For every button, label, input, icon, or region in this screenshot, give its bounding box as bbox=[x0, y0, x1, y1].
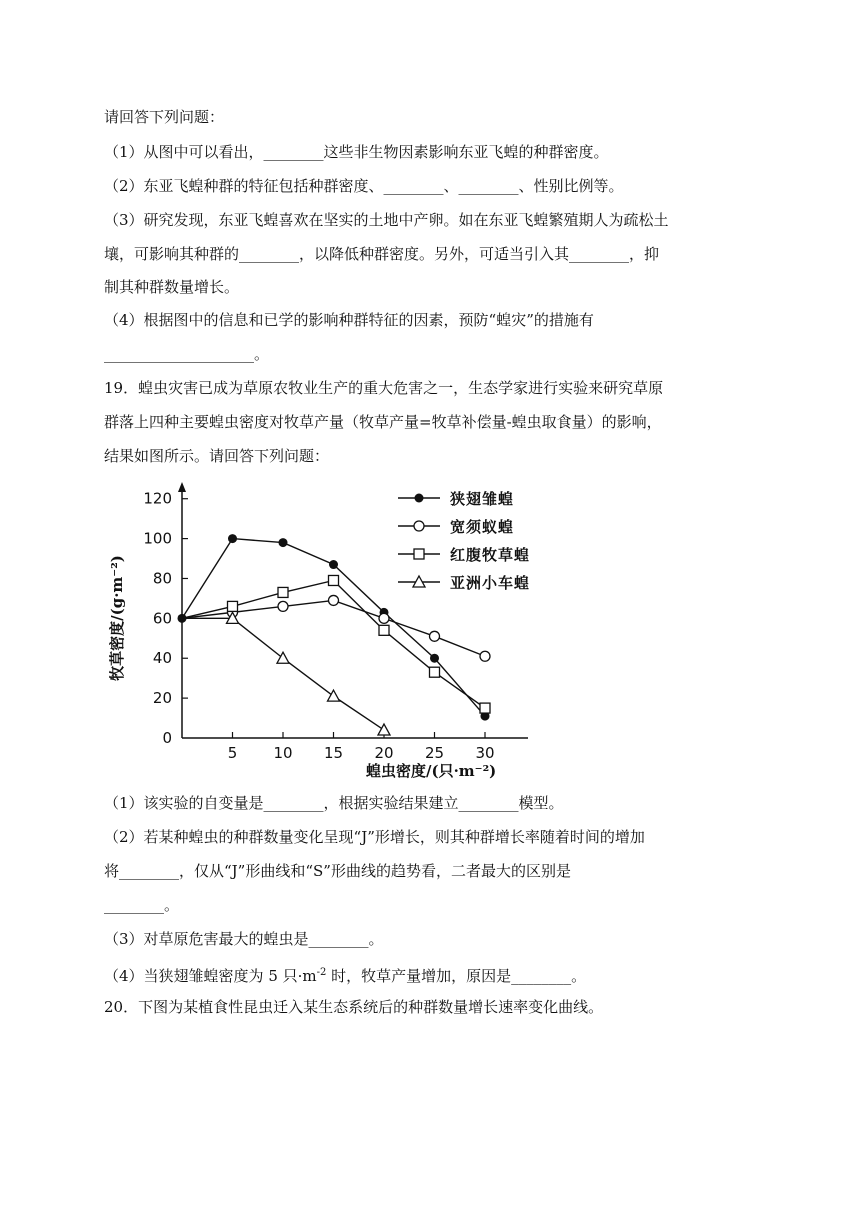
y-tick-label: 80 bbox=[152, 569, 172, 588]
question-intro: 请回答下列问题： bbox=[104, 108, 225, 126]
q19-stem-line2: 群落上四种主要蝗虫密度对牧草产量（牧草产量=牧草补偿量-蝗虫取食量）的影响， bbox=[104, 413, 662, 431]
x-tick-label: 5 bbox=[227, 744, 238, 762]
legend-item-1 bbox=[398, 490, 514, 508]
data-point-open-triangle bbox=[277, 652, 289, 663]
data-point-open-square bbox=[414, 549, 424, 559]
y-axis-label: 牧草密度/(g·m⁻²) bbox=[108, 555, 126, 681]
data-point-open-square bbox=[480, 703, 490, 713]
q19-part2-line1: （2）若某种蝗虫的种群数量变化呈现“J”形增长，则其种群增长率随着时间的增加 bbox=[104, 828, 645, 846]
data-point-open-square bbox=[228, 601, 238, 611]
data-point-filled-circle bbox=[279, 538, 288, 547]
series-1 bbox=[182, 534, 490, 720]
x-tick-label: 10 bbox=[273, 744, 293, 762]
y-tick-label: 20 bbox=[152, 689, 172, 708]
data-point-open-square bbox=[379, 625, 389, 635]
y-axis-arrow bbox=[178, 482, 186, 492]
data-point-open-circle bbox=[480, 651, 490, 661]
x-tick-label: 20 bbox=[374, 744, 394, 762]
x-axis-label: 蝗虫密度/(只·m⁻²) bbox=[366, 762, 497, 780]
q18-part3-line1: （3）研究发现，东亚飞蝗喜欢在坚实的土地中产卵。如在东亚飞蝗繁殖期人为疏松土 bbox=[104, 211, 669, 229]
y-tick-label: 120 bbox=[143, 489, 172, 508]
legend-label: 宽须蚁蝗 bbox=[450, 518, 515, 536]
q19-part4-unit-exponent: -2 bbox=[316, 967, 327, 978]
legend-item-3 bbox=[398, 546, 530, 564]
q19-part4-b: 时，牧草产量增加，原因是________。 bbox=[326, 967, 587, 985]
y-tick-label: 60 bbox=[152, 609, 172, 628]
legend-label: 红腹牧草蝗 bbox=[450, 546, 531, 564]
q18-part4-line2: ____________________。 bbox=[104, 345, 270, 363]
chart-ticks bbox=[143, 490, 494, 762]
q19-part4 bbox=[104, 963, 586, 986]
legend-item-2 bbox=[398, 518, 514, 536]
q18-part2: （2）东亚飞蝗种群的特征包括种群密度、________、________、性别比例等。 bbox=[104, 177, 624, 195]
data-point-open-circle bbox=[329, 595, 339, 605]
chart-legend bbox=[398, 490, 530, 592]
series-line bbox=[182, 618, 384, 730]
legend-label: 狭翅雏蝗 bbox=[450, 490, 515, 508]
q19-part3: （3）对草原危害最大的蝗虫是________。 bbox=[104, 930, 384, 948]
data-point-open-square bbox=[430, 667, 440, 677]
q19-stem-line3: 结果如图所示。请回答下列问题： bbox=[104, 447, 330, 465]
q18-part3-line2: 壤，可影响其种群的________，以降低种群密度。另外，可适当引入其________，抑 bbox=[104, 245, 660, 263]
q19-part2-line2: 将________，仅从“J”形曲线和“S”形曲线的趋势看，二者最大的区别是 bbox=[104, 862, 571, 880]
x-tick-label: 15 bbox=[323, 744, 344, 762]
data-point-open-triangle bbox=[378, 724, 390, 735]
data-point-open-circle bbox=[430, 631, 440, 641]
data-point-filled-circle bbox=[415, 494, 424, 503]
legend-label: 亚洲小车蝗 bbox=[450, 574, 531, 592]
data-point-filled-circle bbox=[430, 654, 439, 663]
shared-origin-point bbox=[178, 614, 187, 623]
y-tick-label: 0 bbox=[162, 729, 172, 747]
y-tick-label: 40 bbox=[152, 649, 172, 668]
q19-part4-a: （4）当狭翅雏蝗密度为 5 只·m bbox=[104, 967, 317, 985]
q18-part4-line1: （4）根据图中的信息和已学的影响种群特征的因素，预防“蝗灾”的措施有 bbox=[104, 311, 594, 329]
x-tick-label: 25 bbox=[424, 744, 445, 762]
q18-part3-line3: 制其种群数量增长。 bbox=[104, 278, 240, 296]
q19-part2-line3: ________。 bbox=[104, 896, 180, 914]
q19-stem-line1: 19．蝗虫灾害已成为草原农牧业生产的重大危害之一，生态学家进行实验来研究草原 bbox=[104, 379, 664, 397]
data-point-open-circle bbox=[414, 521, 424, 531]
series-4 bbox=[182, 612, 390, 735]
pasture-density-chart bbox=[100, 476, 560, 790]
legend-item-4 bbox=[398, 574, 530, 592]
q19-part1: （1）该实验的自变量是________，根据实验结果建立________模型。 bbox=[104, 794, 564, 812]
x-tick-label: 30 bbox=[475, 744, 495, 762]
data-point-open-triangle bbox=[328, 690, 340, 701]
data-point-filled-circle bbox=[329, 560, 338, 569]
data-point-filled-circle bbox=[228, 534, 237, 543]
data-point-open-circle bbox=[278, 601, 288, 611]
data-point-open-circle bbox=[379, 613, 389, 623]
data-point-open-square bbox=[278, 587, 288, 597]
q18-part1: （1）从图中可以看出，________这些非生物因素影响东亚飞蝗的种群密度。 bbox=[104, 143, 609, 161]
chart-series bbox=[178, 534, 491, 735]
q20-stem: 20．下图为某植食性昆虫迁入某生态系统后的种群数量增长速率变化曲线。 bbox=[104, 998, 604, 1016]
data-point-open-square bbox=[329, 575, 339, 585]
y-tick-label: 100 bbox=[143, 529, 172, 548]
